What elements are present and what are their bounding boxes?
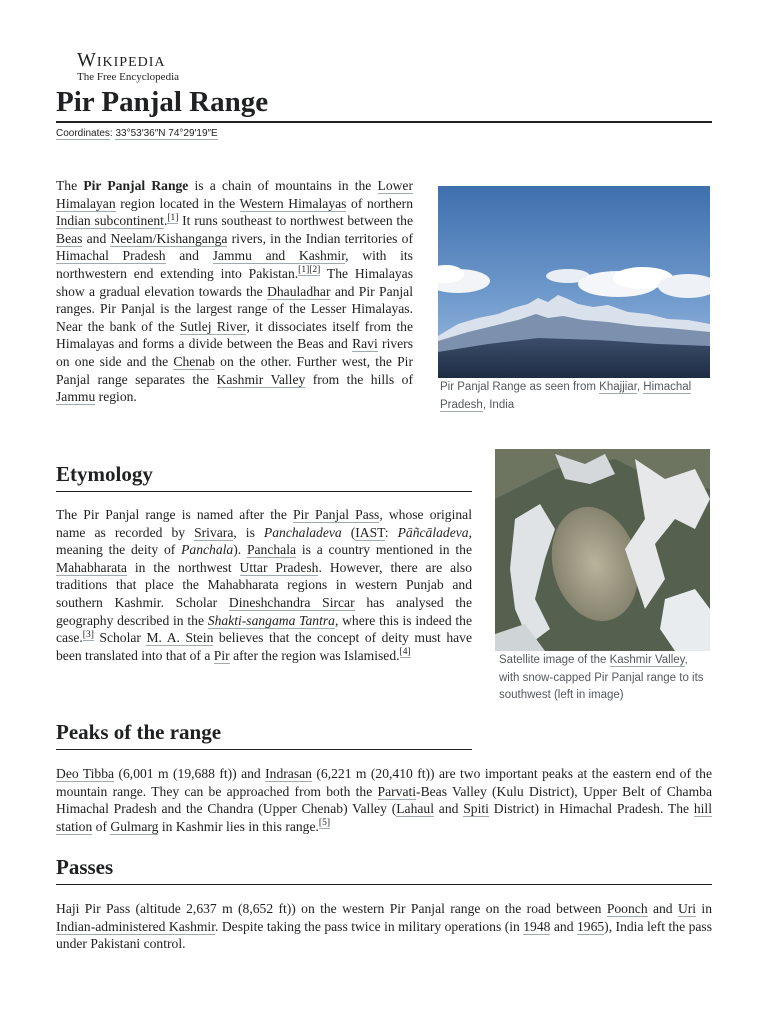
logo-tagline: The Free Encyclopedia: [77, 71, 180, 83]
link-shakti-sangama-tantra[interactable]: Shakti-sangama Tantra: [207, 612, 335, 628]
coordinates-value[interactable]: 33°53′36″N 74°29′19″E: [115, 128, 218, 139]
link-pir-panjal-pass[interactable]: Pir Panjal Pass: [293, 507, 380, 522]
figure-khajjiar: [438, 186, 710, 414]
reference-link[interactable]: [2]: [309, 265, 321, 276]
link-mahabharata[interactable]: Mahabharata: [56, 559, 127, 575]
logo-wordmark: Wikipedia: [77, 49, 166, 71]
link-pir[interactable]: Pir: [213, 647, 230, 663]
link-khajjiar[interactable]: Khajjiar: [599, 381, 637, 393]
intro-paragraph: The Pir Panjal Range is a chain of mountains in the Lower Himalayan region located in the Western Himalayas of northern Indian subcontinent.[1] It runs southeast to northwest between the Beas and Neelam/Kishanganga rivers, in the Indian territories of Himachal Pradesh and Jammu and Kashmir, with its northwestern end extending into Pakistan.[1][2] The Himalayas show a gradual elevation towards the Dhauladhar and Pir Panjal ranges. Pir Panjal is the largest range of the Lesser Himalayas. Near the bank of the Sutlej River, it dissociates itself from the Himalayas and forms a divide between the Beas and Ravi rivers on one side and the Chenab on the other. Further west, the Pir Panjal range separates the Kashmir Valley from the hills of Jammu region.: [56, 178, 413, 405]
heading-etymology: Etymology: [56, 460, 472, 492]
link-chenab[interactable]: Chenab: [173, 353, 215, 369]
reference-link[interactable]: [1]: [298, 265, 310, 276]
link-indian-subcontinent[interactable]: Indian subcontinent: [56, 213, 164, 229]
link-sutlej-river[interactable]: Sutlej River: [179, 318, 247, 334]
link-panchala[interactable]: Panchala: [246, 542, 297, 558]
link-iast[interactable]: IAST: [355, 524, 385, 540]
reference-link[interactable]: [4]: [399, 647, 411, 658]
link-kashmir-valley[interactable]: Kashmir Valley: [609, 654, 685, 666]
link-poonch[interactable]: Poonch: [606, 901, 648, 916]
wikipedia-logo[interactable]: [77, 50, 179, 83]
link-gulmarg[interactable]: Gulmarg: [110, 818, 159, 834]
reference-link[interactable]: [5]: [318, 818, 330, 829]
link-1965[interactable]: 1965: [576, 918, 605, 934]
satellite-photo[interactable]: [495, 449, 710, 651]
link-deo-tibba[interactable]: Deo Tibba: [56, 766, 115, 781]
heading-passes: Passes: [56, 853, 712, 885]
link-neelam-kishanganga[interactable]: Neelam/Kishanganga: [110, 230, 228, 246]
link-hill-station[interactable]: hill station: [56, 801, 712, 834]
link-himachal-pradesh[interactable]: Himachal Pradesh: [56, 248, 166, 264]
reference-link[interactable]: [1]: [167, 212, 179, 223]
link-indian-administered-kashmir[interactable]: Indian-administered Kashmir: [56, 918, 215, 934]
link-ravi[interactable]: Ravi: [352, 336, 378, 352]
link-dhauladhar[interactable]: Dhauladhar: [267, 283, 331, 299]
link-uri[interactable]: Uri: [677, 901, 697, 916]
figure-caption: Pir Panjal Range as seen from Khajjiar, Himachal Pradesh, India: [440, 381, 692, 411]
page-title: Pir Panjal Range: [56, 84, 712, 123]
mountain-photo[interactable]: [438, 186, 710, 378]
link-1948[interactable]: 1948: [523, 918, 551, 934]
link-uttar-pradesh[interactable]: Uttar Pradesh: [239, 559, 319, 575]
link-kashmir-valley[interactable]: Kashmir Valley: [216, 371, 306, 387]
link-indrasan[interactable]: Indrasan: [265, 766, 312, 781]
link-spiti[interactable]: Spiti: [463, 801, 489, 817]
figure-caption: Satellite image of the Kashmir Valley, with snow-capped Pir Panjal range to its southwest (left in image): [499, 654, 704, 702]
link-western-himalayas[interactable]: Western Himalayas: [239, 195, 347, 211]
link-lower-himalayan[interactable]: Lower Himalayan: [56, 178, 413, 211]
link-dineshchandra-sircar[interactable]: Dineshchandra Sircar: [228, 594, 355, 610]
link-jammu-and-kashmir[interactable]: Jammu and Kashmir: [212, 248, 346, 264]
link-jammu[interactable]: Jammu: [56, 389, 96, 405]
link-lahaul[interactable]: Lahaul: [396, 801, 434, 817]
link-beas[interactable]: Beas: [56, 230, 83, 246]
etymology-paragraph: The Pir Panjal range is named after the Pir Panjal Pass, whose original name as recorded by Srivara, is Panchaladeva (IAST: Pāñcāladeva, meaning the deity of Panchala). Panchala is a country mentioned in the Mahabharata in the northwest Uttar Pradesh. However, there are also traditions that place the Mahabharata regions in western Punjab and southern Kashmir. Scholar Dineshchandra Sircar has analysed the geography described in the Shakti-sangama Tantra, where this is indeed the case.[3] Scholar M. A. Stein believes that the concept of deity must have been translated into that of a Pir after the region was Islamised.[4]: [56, 507, 473, 663]
heading-peaks: Peaks of the range: [56, 718, 472, 750]
figure-satellite: [495, 449, 710, 705]
passes-paragraph: Haji Pir Pass (altitude 2,637 m (8,652 ft)) on the western Pir Panjal range on the road between Poonch and Uri in Indian-administered Kashmir. Despite taking the pass twice in military operations (in 1948 and 1965), India left the pass under Pakistani control.: [56, 901, 712, 952]
coordinates: Coordinates: 33°53′36″N 74°29′19″E: [56, 128, 218, 139]
link-srivara[interactable]: Srivara: [194, 524, 234, 540]
link-parvati[interactable]: Parvati: [377, 783, 417, 799]
reference-link[interactable]: [3]: [82, 629, 94, 640]
link-himachal-pradesh[interactable]: Himachal Pradesh: [440, 381, 692, 411]
coordinates-label[interactable]: Coordinates: [56, 128, 110, 139]
link-m-a-stein[interactable]: M. A. Stein: [146, 630, 214, 646]
peaks-paragraph: Deo Tibba (6,001 m (19,688 ft)) and Indrasan (6,221 m (20,410 ft)) are two important peaks at the eastern end of the mountain range. They can be approached from both the Parvati-Beas Valley (Kulu District), Upper Belt of Chamba Himachal Pradesh and the Chandra (Upper Chenab) Valley (Lahaul and Spiti District) in Himachal Pradesh. The hill station of Gulmarg in Kashmir lies in this range.[5]: [56, 766, 713, 834]
